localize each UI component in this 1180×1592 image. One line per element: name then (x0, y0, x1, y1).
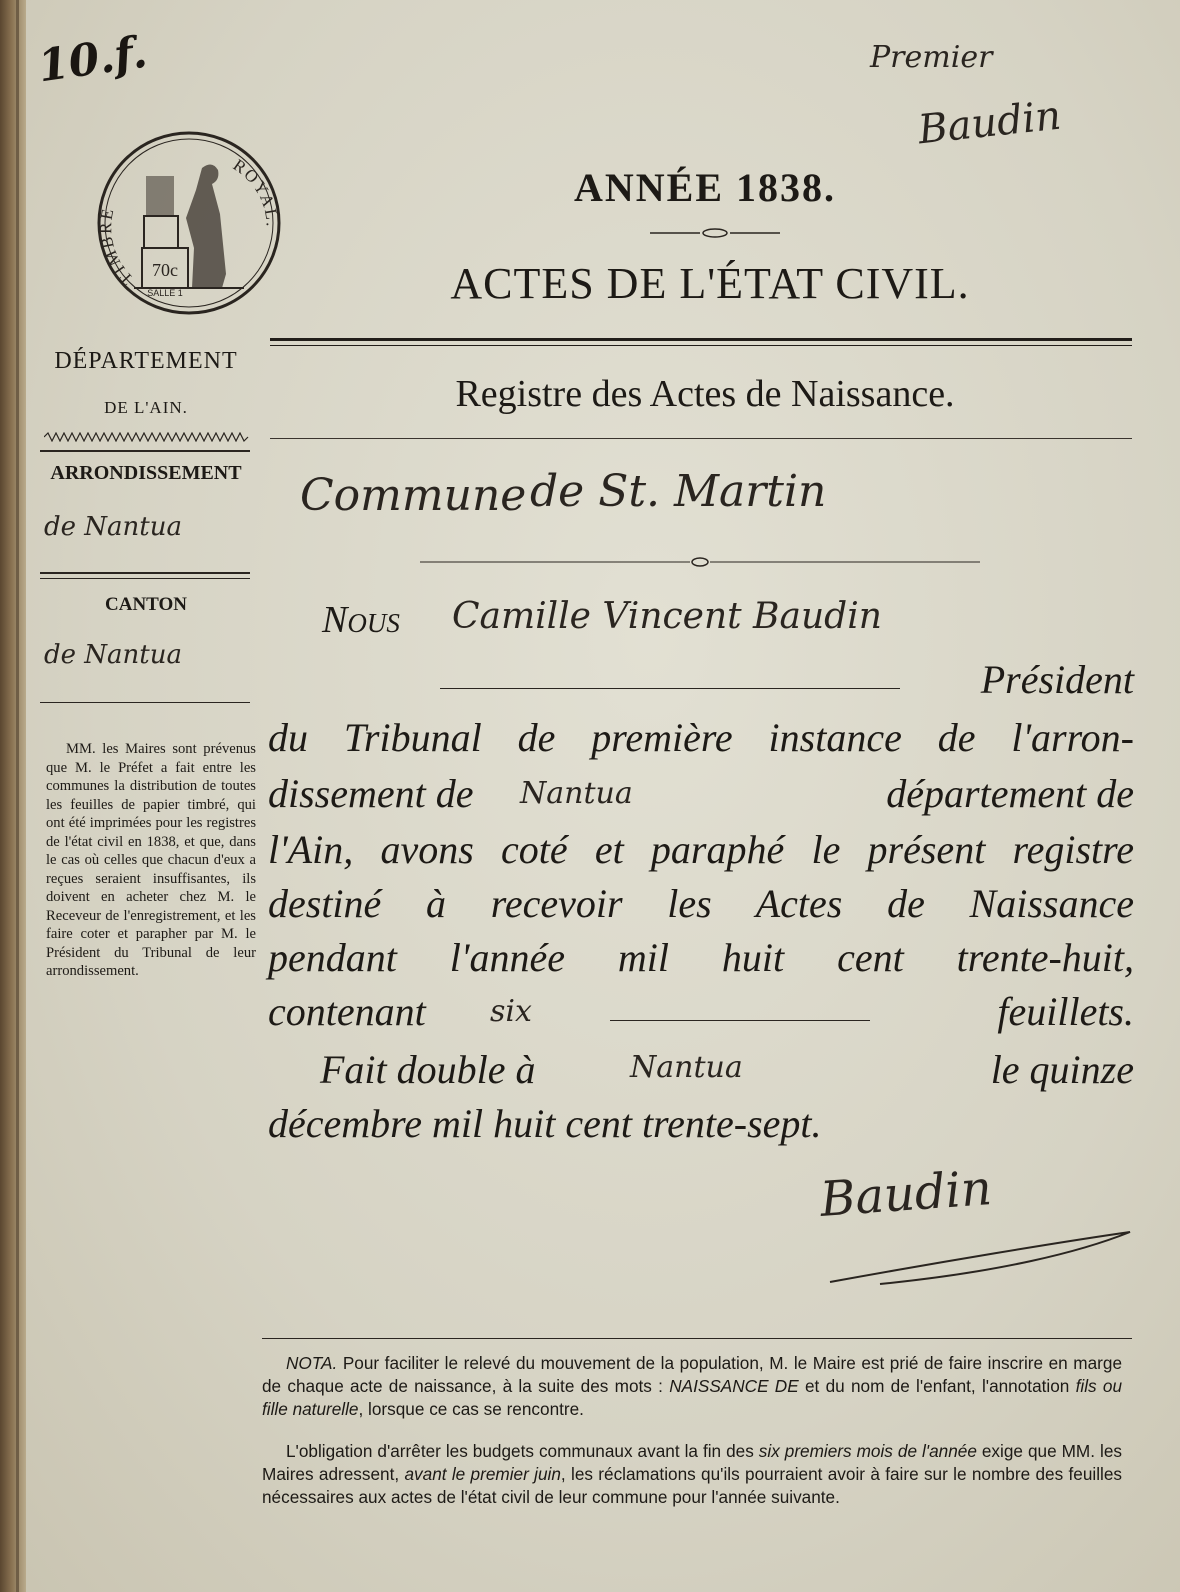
title-rule (270, 345, 1132, 346)
nota-text: , lorsque ce cas se rencontre. (358, 1399, 584, 1419)
body-line: du Tribunal de première instance de l'arron- (268, 715, 1134, 760)
ornament-zigzag (44, 432, 249, 442)
nota-text: L'obligation d'arrêter les budgets communaux avant la fin des (286, 1441, 754, 1461)
arrondissement-title: ARRONDISSEMENT (50, 462, 242, 484)
count-underline (610, 1020, 870, 1021)
nota-text: et du nom de l'enfant, l'annotation (804, 1376, 1070, 1396)
corner-signature: Baudin (915, 92, 1064, 154)
folio-number: 10.f. (34, 26, 151, 93)
signature-flourish (820, 1222, 1140, 1292)
department-name: DE L'AIN. (104, 398, 188, 417)
body-text: Fait double à (320, 1047, 536, 1092)
handwritten-arrondissement: Nantua (520, 776, 633, 811)
nous-label: Nous (322, 599, 400, 641)
maires-notice: MM. les Maires sont prévenus que M. le Préfet a fait entre les communes la distribution de toutes les feuilles de papier timbré, qui ont été imprimées pour les registres de l'état civil en 1838, et que, dans le cas où celles que chacun d'eux a reçues seraient insuffisantes, ils doivent en acheter chez M. le Receveur de l'enregistrement, et les faire coter et parapher par M. le Président du Tribunal de leur arrondissement. (46, 741, 256, 979)
corner-annotation: Premier (870, 40, 993, 75)
nota-text: avant le premier juin (404, 1464, 561, 1484)
book-binding (0, 0, 26, 1592)
body-line (268, 988, 1134, 1035)
commune-label: Commune (300, 470, 527, 521)
body-text: feuillets. (997, 989, 1134, 1034)
seal-subtext: SALLE 1 (147, 288, 183, 298)
nota-text: NAISSANCE DE (669, 1376, 799, 1396)
seal-price: 70c (152, 260, 178, 280)
president-name: Camille Vincent Baudin (452, 596, 882, 637)
nota-label: NOTA. (286, 1353, 338, 1373)
canton-value: de Nantua (44, 640, 182, 670)
canton-title: CANTON (105, 594, 187, 615)
ornament-divider (420, 556, 980, 568)
body-line: destiné à recevoir les Actes de Naissance (268, 881, 1134, 926)
handwritten-place: Nantua (630, 1050, 743, 1085)
nota-rule (262, 1338, 1132, 1339)
seal-left-text: TIMBRE (96, 205, 137, 289)
left-rule (40, 450, 250, 452)
left-rule (40, 578, 250, 579)
page-title: ACTES DE L'ÉTAT CIVIL. (450, 259, 970, 308)
subtitle-rule (270, 438, 1132, 439)
handwritten-count: six (490, 994, 532, 1029)
nota-text: , les réclamations qu'ils pourraient avoir à faire sur le nombre des feuilles nécessaires aux actes de l'état civil de leur commune pour l'année suivante. (262, 1464, 1123, 1507)
commune-value: de St. Martin (530, 466, 827, 517)
body-line: décembre mil huit cent trente-sept. (268, 1101, 822, 1146)
body-line (268, 770, 1134, 817)
year-heading: ANNÉE 1838. (573, 165, 837, 210)
body-text: contenant (268, 989, 426, 1034)
left-rule (40, 572, 250, 574)
body-line: pendant l'année mil huit cent trente-huit, (268, 935, 1134, 980)
binding-fold (16, 0, 19, 1592)
president-signature: Baudin (818, 1160, 994, 1228)
registre-subtitle: Registre des Actes de Naissance. (455, 373, 955, 415)
title-rule (270, 338, 1132, 341)
body-line: Président (980, 657, 1134, 702)
arrondissement-value: de Nantua (44, 512, 182, 542)
department-title: DÉPARTEMENT (54, 348, 238, 374)
budget-paragraph (262, 1440, 1122, 1509)
body-text: dissement de (268, 771, 474, 816)
left-rule (40, 702, 250, 703)
nota-text: exige que MM. les Maires adressent, (262, 1441, 1122, 1484)
body-text: département de (886, 771, 1134, 816)
nota-text: six premiers mois de l'année (758, 1441, 977, 1461)
svg-text:ROYAL. (230, 155, 282, 228)
nota-paragraph (262, 1352, 1122, 1421)
ornament-divider (650, 226, 780, 240)
body-text: le quinze (990, 1047, 1134, 1092)
seal-right-text: ROYAL. (229, 155, 282, 229)
royal-stamp-seal (94, 128, 284, 318)
nota-text: Pour faciliter le relevé du mouvement de la population, M. le Maire est prié de faire inscrire en marge de chaque acte de naissance, à la suite des mots : (262, 1353, 1122, 1396)
body-line: l'Ain, avons coté et paraphé le présent registre (268, 827, 1134, 872)
nota-text: fils ou fille naturelle (262, 1376, 1123, 1419)
